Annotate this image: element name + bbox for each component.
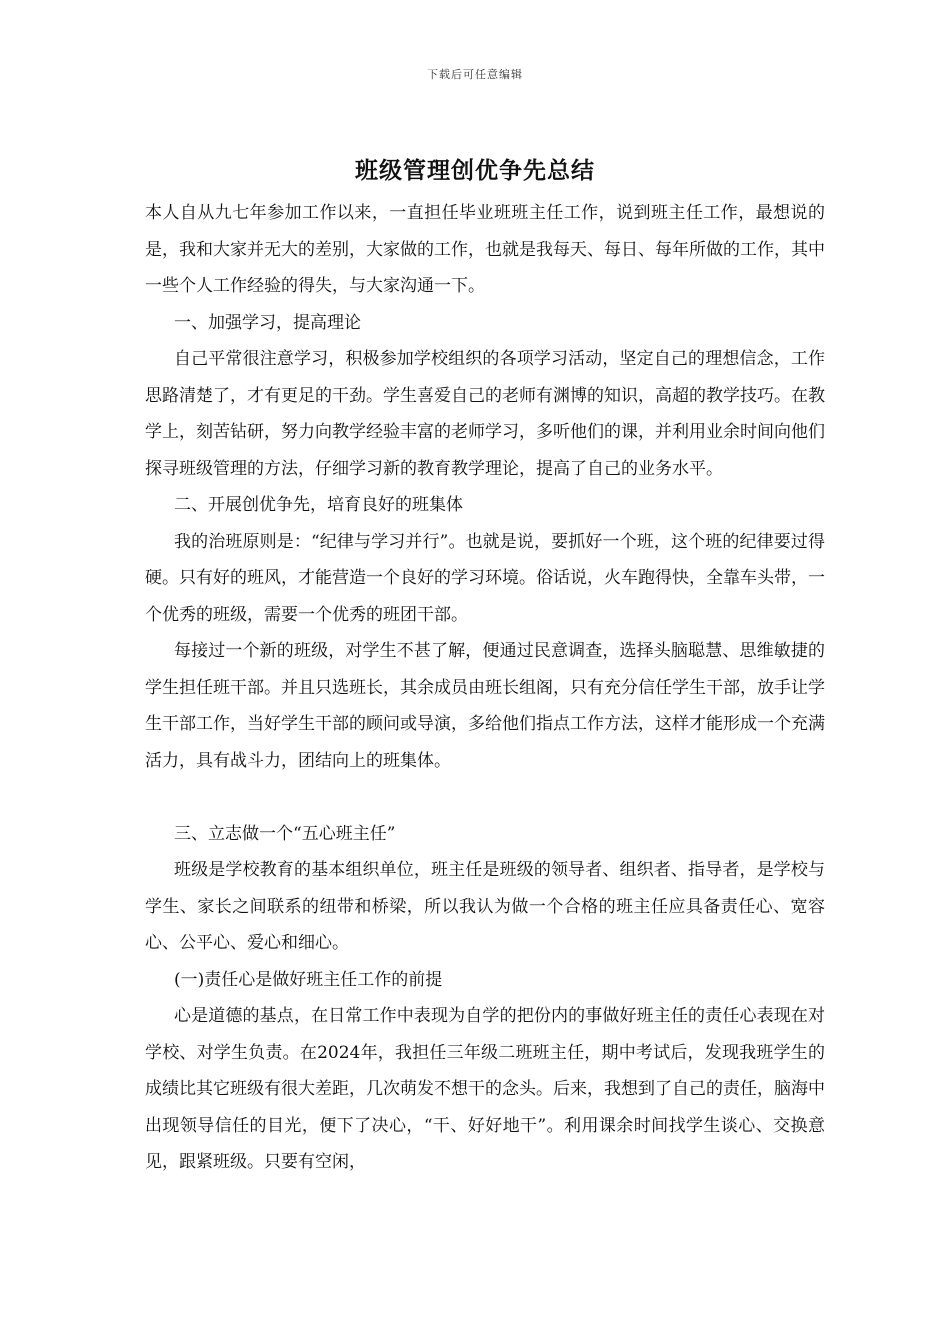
document-body: [145, 195, 825, 1181]
paragraph: 班级是学校教育的基本组织单位，班主任是班级的领导者、组织者、指导者，是学校与学生、家长之间联系的纽带和桥梁，所以我认为做一个合格的班主任应具备责任心、宽容心、公平心、爱心和细心。: [145, 860, 825, 953]
document-title: 班级管理创优争先总结: [355, 157, 595, 184]
paragraph: 我的治班原则是：“纪律与学习并行”。也就是说，要抓好一个班，这个班的纪律要过得硬。只有好的班风，才能营造一个良好的学习环境。俗话说，火车跑得快，全靠车头带，一个优秀的班级，需要一个优秀的班团干部。: [145, 531, 825, 625]
subsection-heading-1: (一)责任心是做好班主任工作的前提: [174, 969, 443, 990]
section-heading-2: 二、开展创优争先，培育良好的班集体: [174, 495, 463, 515]
paragraph: 自己平常很注意学习，积极参加学校组织的各项学习活动，坚定自己的理想信念，工作思路清楚了，才有更足的干劲。学生喜爱自己的老师有渊博的知识，高超的教学技巧。在教学上，刻苦钻研，努力向教学经验丰富的老师学习，多听他们的课，并利用业余时间向他们探寻班级管理的方法，仔细学习新的教育教学理论，提高了自己的业务水平。: [145, 349, 825, 479]
header-note: 下载后可任意编辑: [427, 68, 523, 81]
paragraph: 心是道德的基点，在日常工作中表现为自学的把份内的事做好班主任的责任心表现在对学校、对学生负责。在2024年，我担任三年级二班班主任，期中考试后，发现我班学生的成绩比其它班级有很大差距，几次萌发不想干的念头。后来，我想到了自己的责任，脑海中出现领导信任的目光，便下了决心，“干、好好地干”。利用课余时间找学生谈心、交换意见，跟紧班级。只要有空闲，: [145, 1006, 825, 1172]
section-heading-3: 三、立志做一个“五心班主任”: [174, 823, 396, 844]
blank-line: [145, 779, 825, 816]
paragraph: 每接过一个新的班级，对学生不甚了解，便通过民意调查，选择头脑聪慧、思维敏捷的学生担任班干部。并且只选班长，其余成员由班长组阁，只有充分信任学生干部，放手让学生干部工作，当好学生干部的顾问或导演，多给他们指点工作方法，这样才能形成一个充满活力，具有战斗力，团结向上的班集体。: [145, 641, 825, 771]
section-heading-1: 一、加强学习，提高理论: [174, 312, 361, 333]
paragraph-intro: 本人自从九七年参加工作以来，一直担任毕业班班主任工作，说到班主任工作，最想说的是，我和大家并无大的差别，大家做的工作，也就是我每天、每日、每年所做的工作，其中一些个人工作经验的得失，与大家沟通一下。: [145, 203, 825, 296]
